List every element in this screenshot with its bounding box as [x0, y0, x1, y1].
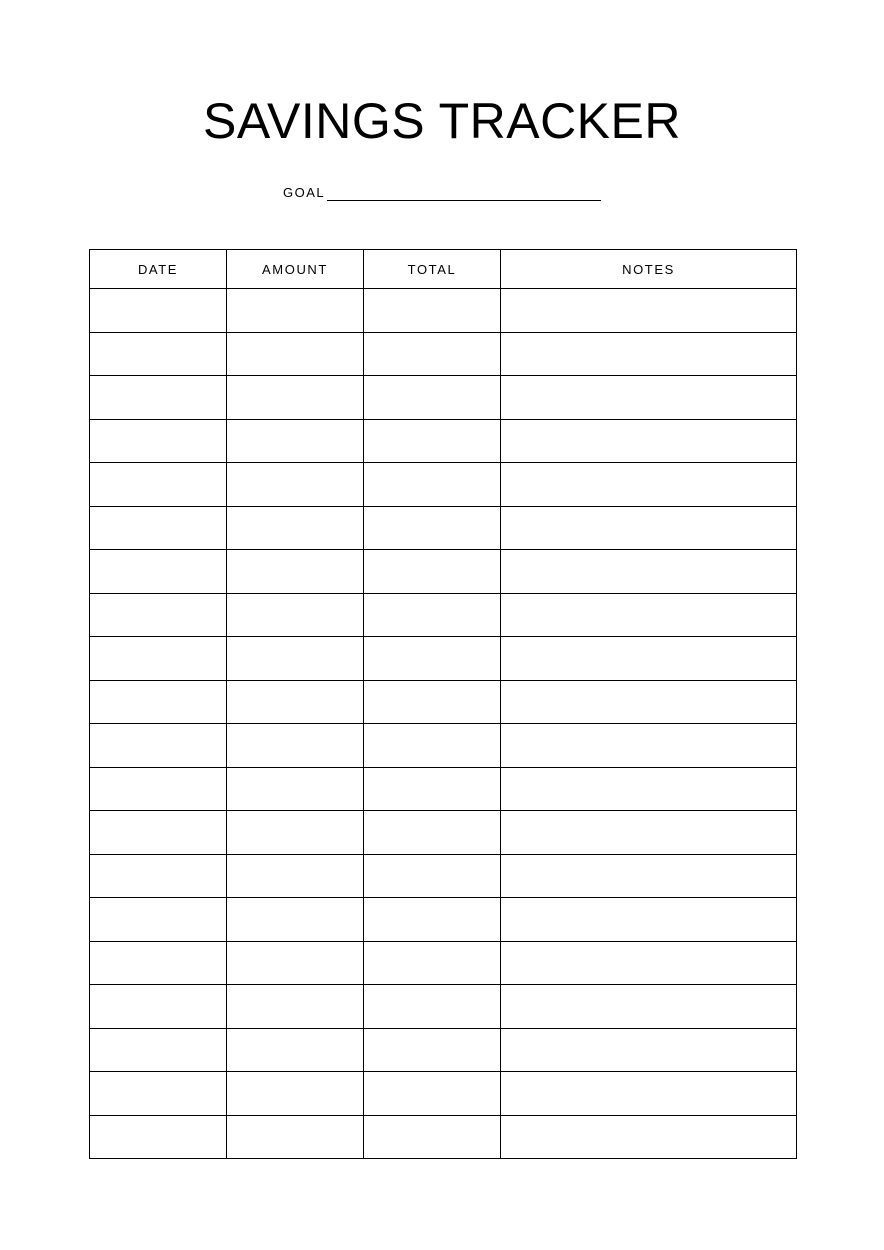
table-row — [90, 1028, 797, 1072]
date-cell[interactable] — [90, 985, 227, 1029]
table-row — [90, 332, 797, 376]
table-header-row — [90, 250, 797, 289]
table-row — [90, 289, 797, 333]
total-cell[interactable] — [364, 463, 501, 507]
amount-cell[interactable] — [227, 898, 364, 942]
amount-cell[interactable] — [227, 506, 364, 550]
notes-cell[interactable] — [501, 637, 797, 681]
date-cell[interactable] — [90, 811, 227, 855]
date-cell[interactable] — [90, 898, 227, 942]
amount-cell[interactable] — [227, 1072, 364, 1116]
date-cell[interactable] — [90, 637, 227, 681]
total-cell[interactable] — [364, 898, 501, 942]
amount-cell[interactable] — [227, 724, 364, 768]
total-cell[interactable] — [364, 376, 501, 420]
total-cell[interactable] — [364, 550, 501, 594]
table-row — [90, 941, 797, 985]
amount-cell[interactable] — [227, 419, 364, 463]
date-cell[interactable] — [90, 724, 227, 768]
amount-cell[interactable] — [227, 637, 364, 681]
notes-cell[interactable] — [501, 419, 797, 463]
date-cell[interactable] — [90, 1115, 227, 1159]
total-cell[interactable] — [364, 985, 501, 1029]
date-cell[interactable] — [90, 289, 227, 333]
total-cell[interactable] — [364, 854, 501, 898]
table-row — [90, 637, 797, 681]
total-cell[interactable] — [364, 593, 501, 637]
notes-cell[interactable] — [501, 680, 797, 724]
table-row — [90, 985, 797, 1029]
notes-cell[interactable] — [501, 1028, 797, 1072]
table-row — [90, 898, 797, 942]
table-row — [90, 1072, 797, 1116]
total-cell[interactable] — [364, 1115, 501, 1159]
amount-cell[interactable] — [227, 1115, 364, 1159]
date-cell[interactable] — [90, 1028, 227, 1072]
column-header-notes: NOTES — [501, 250, 797, 289]
table-row — [90, 724, 797, 768]
goal-row — [283, 184, 603, 204]
date-cell[interactable] — [90, 767, 227, 811]
table-row — [90, 593, 797, 637]
date-cell[interactable] — [90, 332, 227, 376]
amount-cell[interactable] — [227, 811, 364, 855]
amount-cell[interactable] — [227, 1028, 364, 1072]
savings-table — [89, 249, 797, 1159]
table-row — [90, 680, 797, 724]
total-cell[interactable] — [364, 724, 501, 768]
total-cell[interactable] — [364, 767, 501, 811]
amount-cell[interactable] — [227, 854, 364, 898]
date-cell[interactable] — [90, 419, 227, 463]
total-cell[interactable] — [364, 332, 501, 376]
total-cell[interactable] — [364, 637, 501, 681]
column-header-total: TOTAL — [364, 250, 501, 289]
notes-cell[interactable] — [501, 332, 797, 376]
table-row — [90, 506, 797, 550]
notes-cell[interactable] — [501, 550, 797, 594]
amount-cell[interactable] — [227, 463, 364, 507]
amount-cell[interactable] — [227, 985, 364, 1029]
notes-cell[interactable] — [501, 1115, 797, 1159]
column-header-amount: AMOUNT — [227, 250, 364, 289]
notes-cell[interactable] — [501, 941, 797, 985]
date-cell[interactable] — [90, 463, 227, 507]
goal-input-line[interactable] — [327, 200, 601, 201]
notes-cell[interactable] — [501, 811, 797, 855]
notes-cell[interactable] — [501, 898, 797, 942]
notes-cell[interactable] — [501, 1072, 797, 1116]
table-row — [90, 1115, 797, 1159]
notes-cell[interactable] — [501, 593, 797, 637]
amount-cell[interactable] — [227, 767, 364, 811]
amount-cell[interactable] — [227, 376, 364, 420]
notes-cell[interactable] — [501, 767, 797, 811]
notes-cell[interactable] — [501, 463, 797, 507]
table-row — [90, 811, 797, 855]
total-cell[interactable] — [364, 941, 501, 985]
table-row — [90, 550, 797, 594]
date-cell[interactable] — [90, 550, 227, 594]
total-cell[interactable] — [364, 419, 501, 463]
date-cell[interactable] — [90, 593, 227, 637]
total-cell[interactable] — [364, 1072, 501, 1116]
table-row — [90, 376, 797, 420]
table-row — [90, 854, 797, 898]
table-row — [90, 463, 797, 507]
notes-cell[interactable] — [501, 376, 797, 420]
notes-cell[interactable] — [501, 289, 797, 333]
date-cell[interactable] — [90, 376, 227, 420]
amount-cell[interactable] — [227, 332, 364, 376]
date-cell[interactable] — [90, 854, 227, 898]
total-cell[interactable] — [364, 1028, 501, 1072]
page-title: SAVINGS TRACKER — [203, 93, 681, 149]
table-body — [90, 289, 797, 1159]
amount-cell[interactable] — [227, 680, 364, 724]
date-cell[interactable] — [90, 1072, 227, 1116]
amount-cell[interactable] — [227, 941, 364, 985]
total-cell[interactable] — [364, 506, 501, 550]
date-cell[interactable] — [90, 680, 227, 724]
amount-cell[interactable] — [227, 289, 364, 333]
goal-label: GOAL — [283, 185, 326, 200]
table-row — [90, 767, 797, 811]
total-cell[interactable] — [364, 289, 501, 333]
notes-cell[interactable] — [501, 724, 797, 768]
table-row — [90, 419, 797, 463]
notes-cell[interactable] — [501, 506, 797, 550]
notes-cell[interactable] — [501, 854, 797, 898]
amount-cell[interactable] — [227, 593, 364, 637]
column-header-date: DATE — [90, 250, 227, 289]
date-cell[interactable] — [90, 941, 227, 985]
notes-cell[interactable] — [501, 985, 797, 1029]
date-cell[interactable] — [90, 506, 227, 550]
amount-cell[interactable] — [227, 550, 364, 594]
total-cell[interactable] — [364, 680, 501, 724]
total-cell[interactable] — [364, 811, 501, 855]
